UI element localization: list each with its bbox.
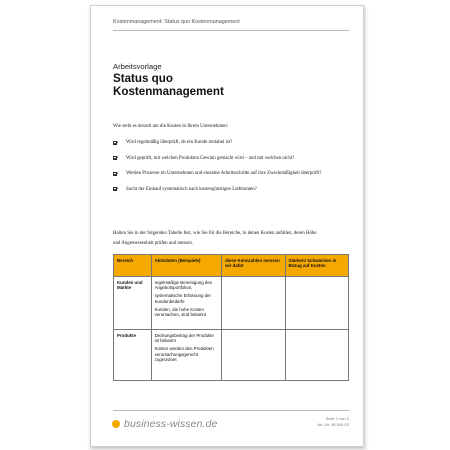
checklist [113, 138, 331, 200]
column-header-strengths: Stärken/ Schwächen in Bezug auf Kosten [285, 255, 348, 277]
activity-item: Kosten werden den Produkten verursachungsgerecht zugeordnet [154, 346, 214, 362]
table-row [114, 277, 349, 330]
footer-divider [113, 410, 349, 411]
column-header-area: Bereich [114, 255, 152, 277]
column-header-metrics: diese Kennzahlen messen wir dafür [222, 255, 285, 277]
article-number: Art.-Nr. 98.044.02 [317, 422, 349, 427]
brand-dot-icon [112, 420, 120, 428]
activities-cell [151, 277, 222, 330]
table-header-row [114, 255, 349, 277]
page-title [113, 72, 224, 98]
checklist-item [113, 138, 331, 148]
worksheet-table [113, 254, 349, 381]
page-number: Seite 1 von 2 [325, 416, 349, 421]
metrics-cell[interactable] [222, 277, 285, 330]
title-line-2: Kostenmanagement [113, 85, 224, 98]
brand-logo[interactable] [112, 418, 217, 430]
activities-cell [151, 330, 222, 381]
checklist-item-text: Wird geprüft, mit welchen Produkten Gewinn gemacht wird – und mit welchen nicht? [126, 155, 295, 161]
checked-box-icon [113, 187, 117, 191]
document-kicker: Arbeitsvorlage [113, 62, 162, 71]
activity-item: regelmäßige Bereinigung des Angebotsportfolios; [154, 280, 212, 291]
checklist-item-text: Werden Prozesse im Unternehmen und einzelne Arbeitsschritte auf ihre Zweckmäßigkeit überprüft? [126, 171, 322, 176]
checklist-item [113, 169, 331, 179]
metrics-cell[interactable] [222, 330, 285, 381]
checked-box-icon [113, 172, 117, 176]
checked-box-icon [113, 156, 117, 160]
checklist-item-text: Wird regelmäßig überprüft, ob ein Kunde rentabel ist? [126, 140, 233, 145]
checklist-item-text: Sucht der Einkauf systematisch nach kostengünstigen Lieferanten? [126, 186, 257, 192]
instruction-text: Halten Sie in der folgenden Tabelle fest, wie Sie für die Bereiche, in denen Kosten anfallen, deren Höhe und Angemessenheit prüfen und messen. [113, 231, 317, 246]
column-header-activities: Aktivitäten (Beispiele) [151, 255, 222, 277]
activity-item: systematische Erfassung der Kundenbedarfe [154, 293, 211, 304]
brand-name: business-wissen.de [124, 418, 218, 430]
table-row [114, 330, 349, 381]
running-header: Kostenmanagement: Status quo Kostenmanagement [113, 19, 240, 25]
checked-box-icon [113, 141, 117, 145]
strengths-cell[interactable] [285, 330, 348, 381]
header-divider [113, 30, 349, 31]
intro-text: Wie steht es derzeit um die Kosten in Ihrem Unternehmen: [113, 124, 229, 129]
area-cell: Kunden und Märkte [114, 277, 152, 330]
page-info [317, 416, 349, 428]
strengths-cell[interactable] [285, 277, 348, 330]
checklist-item [113, 185, 331, 195]
document-page [90, 5, 364, 447]
activity-item: Deckungsbeitrag der Produkte ist bekannt [154, 333, 214, 344]
area-cell: Produkte [114, 330, 152, 381]
activity-item: Kunden, die hohe Kosten verursachen, sind bekannt [154, 306, 207, 318]
checklist-item [113, 154, 331, 164]
title-line-1: Status quo [113, 72, 173, 85]
